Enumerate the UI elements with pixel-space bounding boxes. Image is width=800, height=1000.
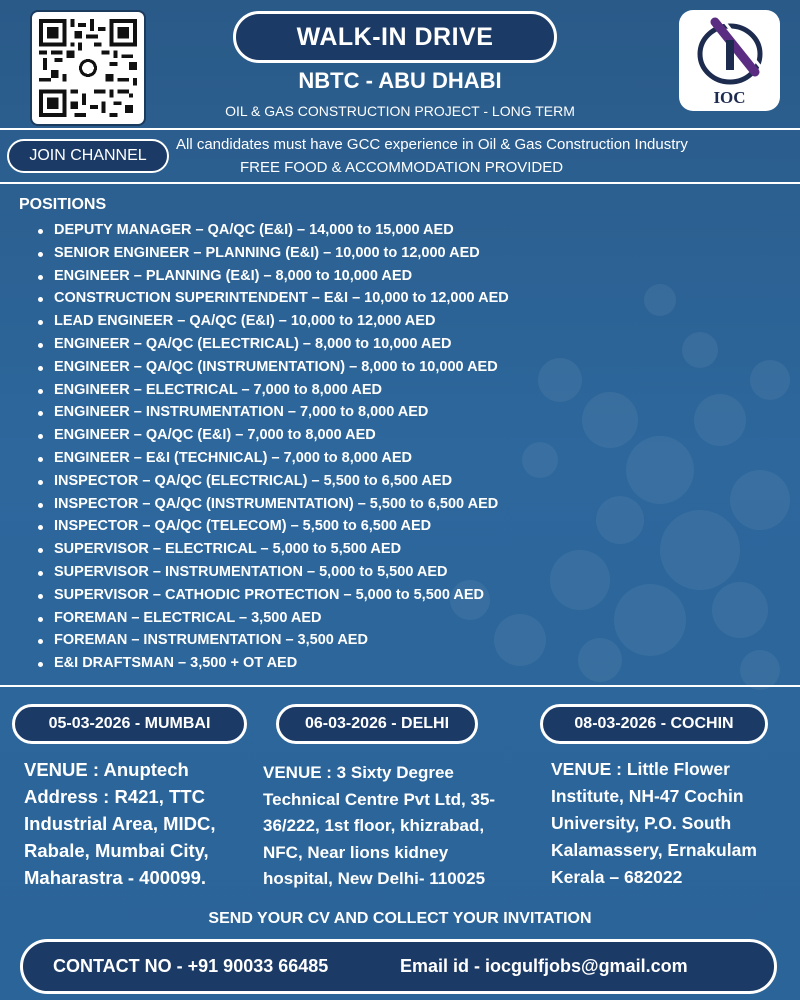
project-description: OIL & GAS CONSTRUCTION PROJECT - LONG TERM (225, 103, 575, 119)
position-item: ENGINEER – PLANNING (E&I) – 8,000 to 10,000 AED (34, 265, 509, 288)
drive-date-mumbai: 05-03-2026 - MUMBAI (12, 704, 247, 744)
position-item: ENGINEER – INSTRUMENTATION – 7,000 to 8,000 AED (34, 401, 509, 424)
position-item: ENGINEER – QA/QC (ELECTRICAL) – 8,000 to 10,000 AED (34, 333, 509, 356)
position-item: SENIOR ENGINEER – PLANNING (E&I) – 10,000 to 12,000 AED (34, 242, 509, 265)
gcc-experience-notice: All candidates must have GCC experience in Oil & Gas Construction Industry (176, 136, 688, 153)
position-item: SUPERVISOR – INSTRUMENTATION – 5,000 to 5,500 AED (34, 561, 509, 584)
food-accommodation-notice: FREE FOOD & ACCOMMODATION PROVIDED (240, 159, 564, 176)
position-item: SUPERVISOR – CATHODIC PROTECTION – 5,000 to 5,500 AED (34, 584, 509, 607)
ioc-logo-icon (693, 16, 767, 90)
position-item: CONSTRUCTION SUPERINTENDENT – E&I – 10,000 to 12,000 AED (34, 287, 509, 310)
walk-in-drive-title: WALK-IN DRIVE (233, 11, 557, 63)
positions-list (34, 219, 509, 675)
position-item: SUPERVISOR – ELECTRICAL – 5,000 to 5,500 AED (34, 538, 509, 561)
divider-drives (0, 685, 800, 687)
position-item: E&I DRAFTSMAN – 3,500 + OT AED (34, 652, 509, 675)
position-item: FOREMAN – ELECTRICAL – 3,500 AED (34, 607, 509, 630)
position-item: INSPECTOR – QA/QC (TELECOM) – 5,500 to 6,500 AED (34, 515, 509, 538)
positions-heading: POSITIONS (19, 196, 107, 213)
position-item: LEAD ENGINEER – QA/QC (E&I) – 10,000 to 12,000 AED (34, 310, 509, 333)
position-item: DEPUTY MANAGER – QA/QC (E&I) – 14,000 to 15,000 AED (34, 219, 509, 242)
venue-mumbai: VENUE : Anuptech Address : R421, TTC Industrial Area, MIDC, Rabale, Mumbai City, Maharastra - 400099. (24, 759, 216, 888)
venue-delhi: VENUE : 3 Sixty Degree Technical Centre Pvt Ltd, 35- 36/222, 1st floor, khizrabad, NFC, Near lions kidney hospital, New Delhi- 110025 (263, 763, 496, 888)
position-item: FOREMAN – INSTRUMENTATION – 3,500 AED (34, 629, 509, 652)
drive-date-cochin: 08-03-2026 - COCHIN (540, 704, 768, 744)
location-subtitle: NBTC - ABU DHABI (298, 68, 502, 93)
send-cv-instruction: SEND YOUR CV AND COLLECT YOUR INVITATION (208, 910, 592, 927)
divider-top (0, 128, 800, 130)
venue-cochin: VENUE : Little Flower Institute, NH-47 Cochin University, P.O. South Kalamassery, Ernakulam Kerala – 682022 (551, 759, 757, 887)
drive-date-delhi: 06-03-2026 - DELHI (276, 704, 478, 744)
position-item: INSPECTOR – QA/QC (INSTRUMENTATION) – 5,500 to 6,500 AED (34, 493, 509, 516)
ioc-logo (679, 10, 780, 111)
divider-positions (0, 182, 800, 184)
contact-number[interactable]: CONTACT NO - +91 90033 66485 (53, 956, 329, 976)
logo-text: IOC (713, 88, 746, 107)
position-item: INSPECTOR – QA/QC (ELECTRICAL) – 5,500 to 6,500 AED (34, 470, 509, 493)
position-item: ENGINEER – ELECTRICAL – 7,000 to 8,000 AED (34, 379, 509, 402)
position-item: ENGINEER – QA/QC (INSTRUMENTATION) – 8,000 to 10,000 AED (34, 356, 509, 379)
position-item: ENGINEER – E&I (TECHNICAL) – 7,000 to 8,000 AED (34, 447, 509, 470)
join-channel-button[interactable]: JOIN CHANNEL (7, 139, 169, 173)
contact-bar (20, 939, 777, 994)
contact-email[interactable]: Email id - iocgulfjobs@gmail.com (400, 956, 688, 976)
position-item: ENGINEER – QA/QC (E&I) – 7,000 to 8,000 AED (34, 424, 509, 447)
